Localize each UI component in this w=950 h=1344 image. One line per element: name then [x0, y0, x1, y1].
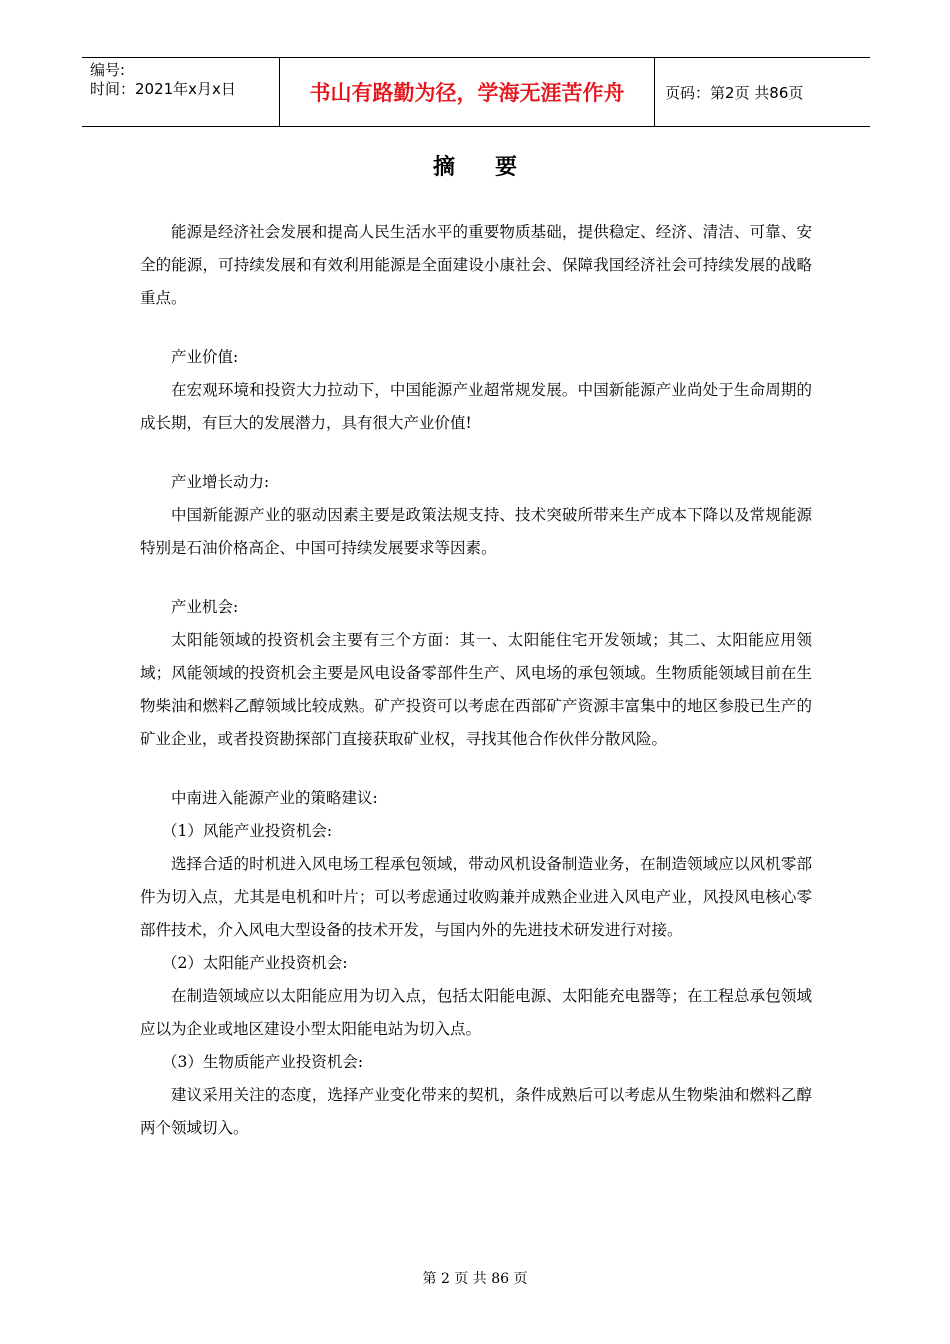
opportunity-heading: 产业机会: [171, 598, 239, 616]
growth-paragraph: 中国新能源产业的驱动因素主要是政策法规支持、技术突破所带来生产成本下降以及常规能源特别是石油价格高企、中国可持续发展要求等因素。 [140, 506, 812, 557]
solar-paragraph: 在制造领域应以太阳能应用为切入点，包括太阳能电源、太阳能充电器等；在工程总承包领域应以为企业或地区建设小型太阳能电站为切入点。 [140, 987, 812, 1038]
header-page-info: 页码：第2页 共86页 [665, 83, 804, 102]
bio-paragraph: 建议采用关注的态度，选择产业变化带来的契机，条件成熟后可以考虑从生物柴油和燃料乙醇两个领域切入。 [140, 1086, 812, 1137]
header-motto: 书山有路勤为径，学海无涯苦作舟 [280, 58, 655, 126]
strategy-heading: 中南进入能源产业的策略建议: [171, 789, 378, 807]
opportunity-paragraph: 太阳能领域的投资机会主要有三个方面：其一、太阳能住宅开发领域；其二、太阳能应用领域；风能领域的投资机会主要是风电设备零部件生产、风电场的承包领域。生物质能领域目前在生物柴油和燃料乙醇领域比较成熟。矿产投资可以考虑在西部矿产资源丰富集中的地区参股已生产的矿业企业，或者投资勘探部门直接获取矿业权，寻找其他合作伙伴分散风险。 [140, 631, 812, 748]
page-footer: 第 2 页 共 86 页 [422, 1271, 528, 1287]
header-meta [82, 58, 280, 126]
wind-heading: （1）风能产业投资机会: [162, 822, 333, 840]
value-heading: 产业价值: [171, 348, 239, 366]
document-body [140, 216, 812, 1145]
page-header [82, 57, 870, 127]
document-time: 时间：2021年x月x日 [90, 80, 236, 98]
solar-heading: （2）太阳能产业投资机会: [162, 954, 348, 972]
page-title: 摘要 [432, 154, 557, 180]
wind-paragraph: 选择合适的时机进入风电场工程承包领域，带动风机设备制造业务，在制造领域应以风机零部件为切入点，尤其是电机和叶片；可以考虑通过收购兼并成熟企业进入风电产业，风投风电核心零部件技术，介入风电大型设备的技术开发，与国内外的先进技术研发进行对接。 [140, 855, 812, 939]
bio-heading: （3）生物质能产业投资机会: [162, 1053, 364, 1071]
value-paragraph: 在宏观环境和投资大力拉动下，中国能源产业超常规发展。中国新能源产业尚处于生命周期的成长期，有巨大的发展潜力，具有很大产业价值! [140, 381, 812, 432]
document-number-label: 编号: [90, 61, 126, 79]
intro-paragraph: 能源是经济社会发展和提高人民生活水平的重要物质基础，提供稳定、经济、清洁、可靠、安全的能源，可持续发展和有效利用能源是全面建设小康社会、保障我国经济社会可持续发展的战略重点。 [140, 223, 812, 307]
growth-heading: 产业增长动力: [171, 473, 270, 491]
